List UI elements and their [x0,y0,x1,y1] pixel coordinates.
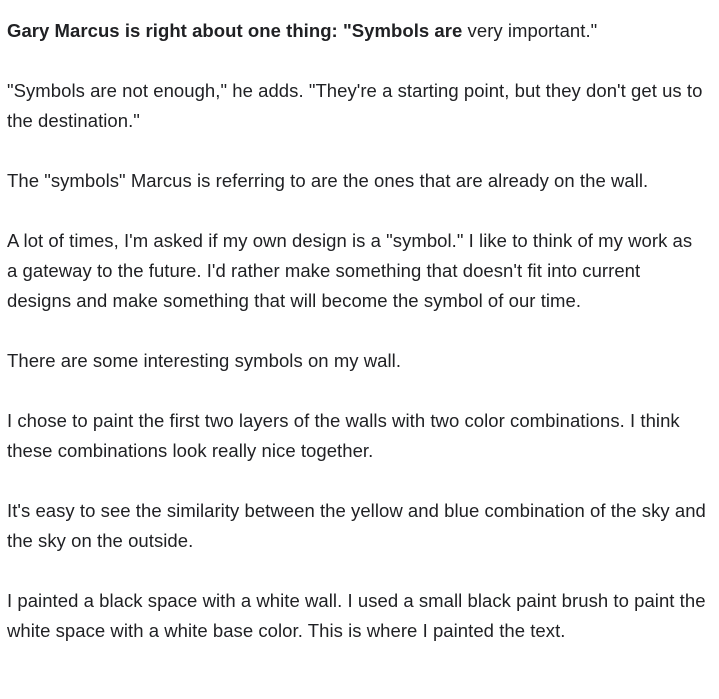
paragraph-7: I painted a black space with a white wall. I used a small black paint brush to paint the white space with a white base color. This is where I painted the text. [7,590,706,641]
paragraph-3: A lot of times, I'm asked if my own design is a "symbol." I like to think of my work as a gateway to the future. I'd rather make something that doesn't fit into current designs and make something that will become the symbol of our time. [7,230,693,311]
paragraph-5: I chose to paint the first two layers of the walls with two color combinations. I think these combinations look really nice together. [7,410,680,461]
intro-bold-text: Gary Marcus is right about one thing: "Symbols are [7,20,463,41]
paragraph-4: There are some interesting symbols on my wall. [7,350,402,371]
paragraph-6: It's easy to see the similarity between the yellow and blue combination of the sky and the sky on the outside. [7,500,706,551]
paragraph-1: "Symbols are not enough," he adds. "They're a starting point, but they don't get us to the destination." [7,80,703,131]
paragraph-intro [7,16,707,46]
paragraph-2: The "symbols" Marcus is referring to are the ones that are already on the wall. [7,170,649,191]
article-body [7,16,707,646]
intro-rest-text: very important." [462,20,598,41]
